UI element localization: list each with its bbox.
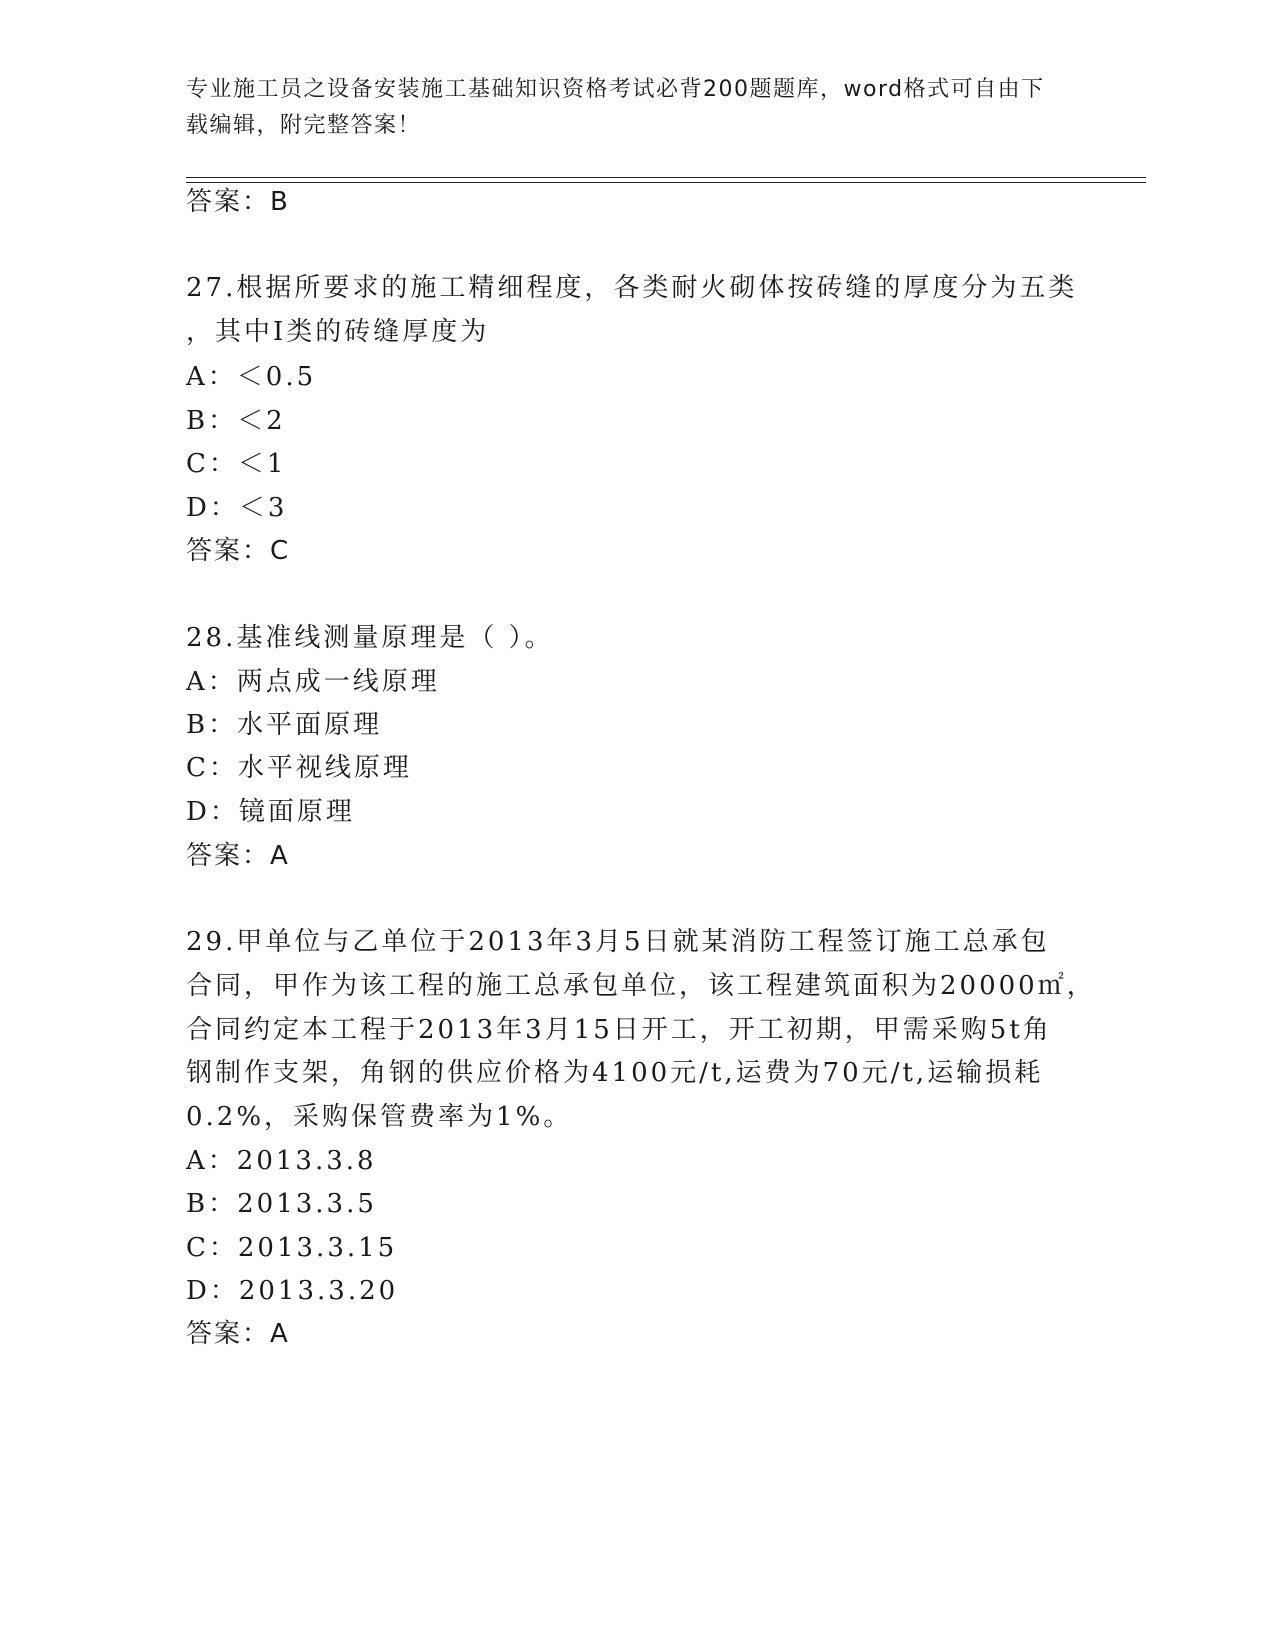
q27-stem-line2: ，其中Ⅰ类的砖缝厚度为	[186, 317, 490, 347]
q27-option-c: C：＜1	[186, 449, 287, 479]
q29-stem-line2: 合同，甲作为该工程的施工总承包单位，该工程建筑面积为20000㎡，	[186, 971, 1096, 1001]
q29-stem-line5: 0.2%，采购保管费率为1%。	[186, 1102, 573, 1132]
q27-option-b: B：＜2	[186, 406, 286, 436]
q29-option-c: C：2013.3.15	[186, 1233, 398, 1263]
document-header: 专业施工员之设备安装施工基础知识资格考试必背200题题库，word格式可自由下载编辑，附完整答案！	[186, 77, 1045, 138]
q28-option-c: C：水平视线原理	[186, 753, 412, 783]
header-divider-bottom	[186, 182, 1146, 183]
q28-stem: 28.基准线测量原理是（ ）。	[186, 623, 554, 653]
q27-answer: 答案：C	[186, 536, 291, 566]
q28-option-a: A：两点成一线原理	[186, 667, 440, 697]
q27-option-d: D：＜3	[186, 493, 288, 523]
q27-stem-line1: 27.根据所要求的施工精细程度，各类耐火砌体按砖缝的厚度分为五类	[186, 273, 1078, 303]
q29-option-a: A：2013.3.8	[186, 1146, 377, 1176]
previous-answer: 答案：B	[186, 187, 290, 217]
q29-answer: 答案：A	[186, 1319, 290, 1349]
q28-option-d: D：镜面原理	[186, 797, 355, 827]
q29-stem-line4: 钢制作支架，角钢的供应价格为4100元/t,运费为70元/t,运输损耗	[186, 1058, 1044, 1088]
q27-option-a: A：＜0.5	[186, 362, 317, 392]
header-divider-top	[186, 177, 1146, 178]
q29-stem-line1: 29.甲单位与乙单位于2013年3月5日就某消防工程签订施工总承包	[186, 927, 1050, 957]
q28-option-b: B：水平面原理	[186, 710, 383, 740]
q29-option-b: B：2013.3.5	[186, 1189, 377, 1219]
q28-answer: 答案：A	[186, 841, 290, 871]
q29-option-d: D：2013.3.20	[186, 1276, 399, 1306]
q29-stem-line3: 合同约定本工程于2013年3月15日开工，开工初期，甲需采购5t角	[186, 1015, 1052, 1045]
